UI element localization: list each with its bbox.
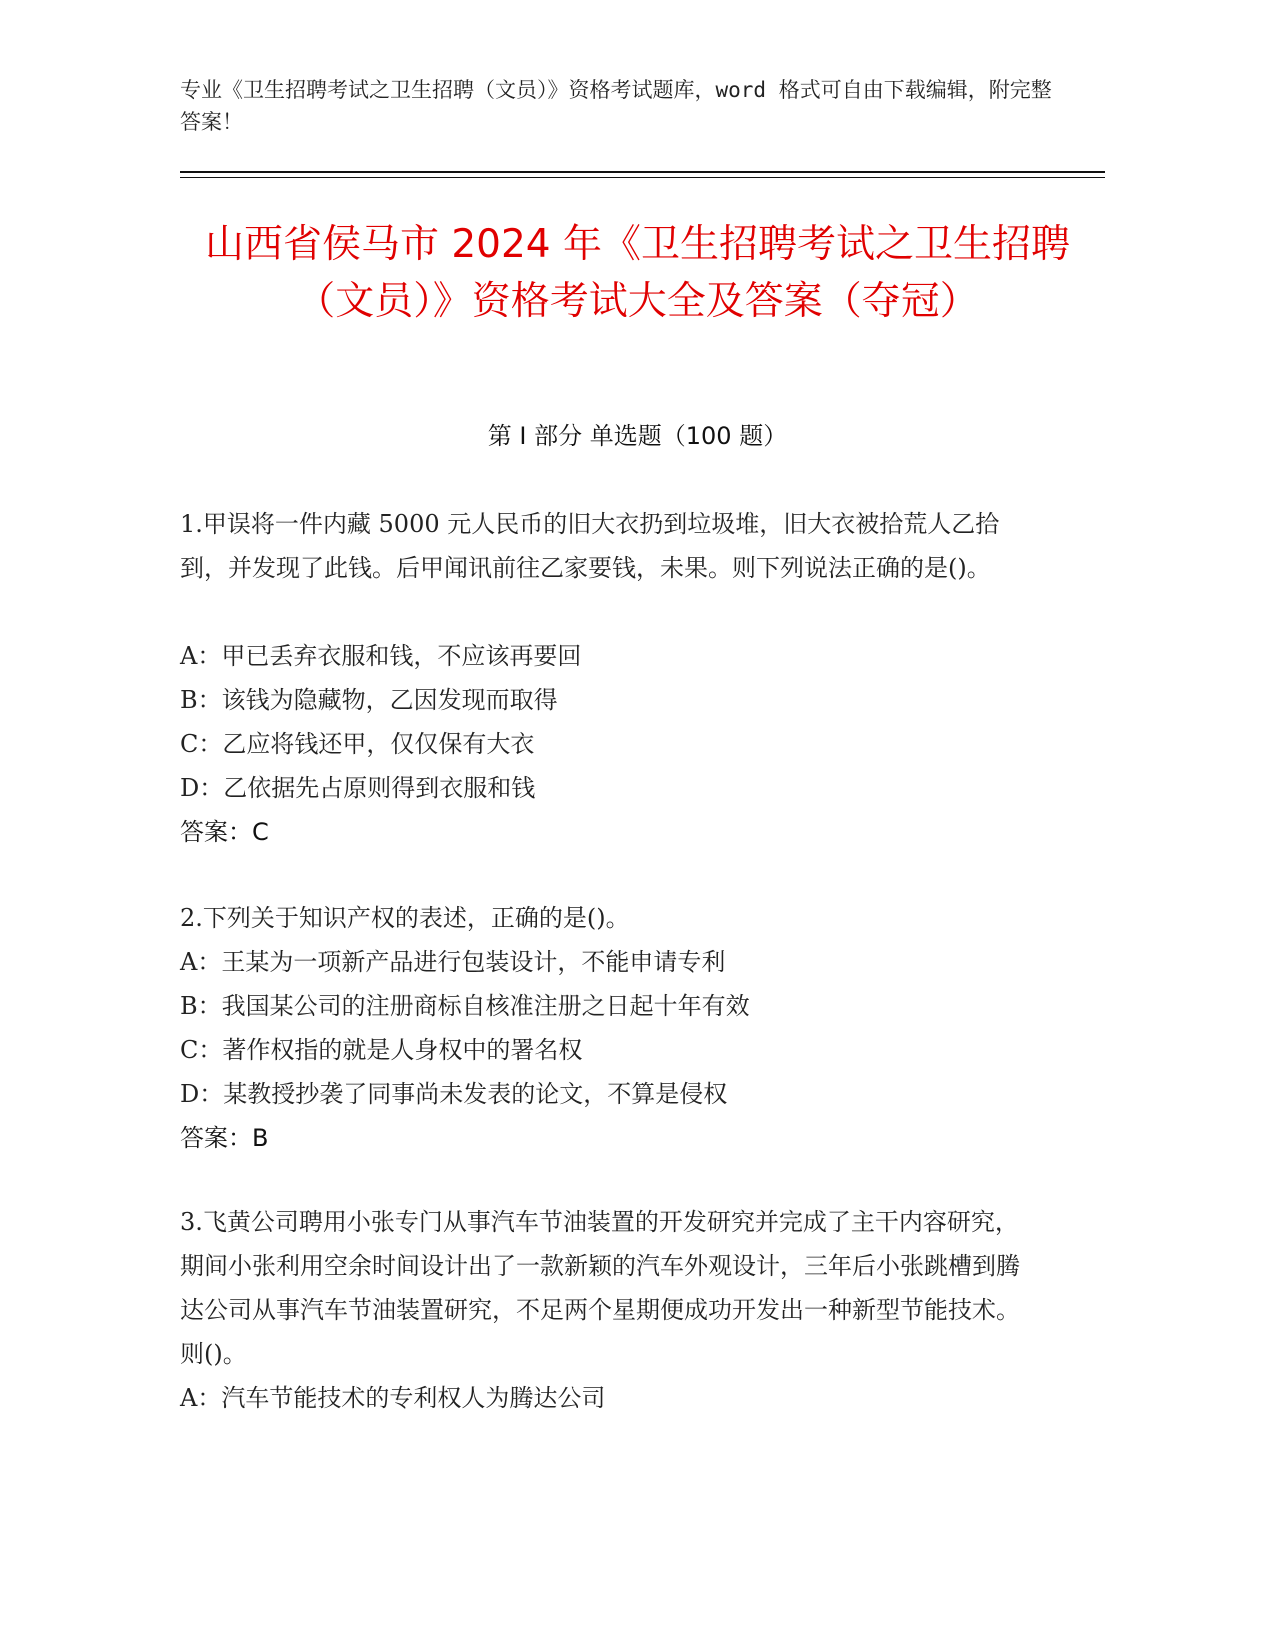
question-3-text: 3.飞黄公司聘用小张专门从事汽车节油装置的开发研究并完成了主干内容研究，期间小张利用空余时间设计出了一款新颖的汽车外观设计，三年后小张跳槽到腾达公司从事汽车节油装置研究，不足两个星期便成功开发出一种新型节能技术。则()。 xyxy=(180,1208,1020,1368)
question-2-option-b: B：我国某公司的注册商标自核准注册之日起十年有效 xyxy=(180,992,750,1020)
question-1-text: 1.甲误将一件内藏 5000 元人民币的旧大衣扔到垃圾堆，旧大衣被拾荒人乙拾到，并发现了此钱。后甲闻讯前往乙家要钱，未果。则下列说法正确的是()。 xyxy=(180,510,1000,582)
question-1-option-a: A：甲已丢弃衣服和钱，不应该再要回 xyxy=(180,642,582,670)
question-1-option-b: B：该钱为隐藏物，乙因发现而取得 xyxy=(180,686,558,714)
question-1-option-d: D：乙依据先占原则得到衣服和钱 xyxy=(180,774,536,802)
question-2-text: 2.下列关于知识产权的表述，正确的是()。 xyxy=(180,904,630,932)
section-title: 第 I 部分 单选题（100 题） xyxy=(487,422,788,450)
document-title: 山西省侯马市 2024 年《卫生招聘考试之卫生招聘（文员）》资格考试大全及答案（夺冠） xyxy=(204,222,1071,324)
header-rule-thick xyxy=(180,171,1105,173)
question-3-option-a: A：汽车节能技术的专利权人为腾达公司 xyxy=(180,1384,606,1412)
question-1-answer: 答案：C xyxy=(180,818,269,846)
question-2-option-d: D：某教授抄袭了同事尚未发表的论文，不算是侵权 xyxy=(180,1080,728,1108)
question-2-answer: 答案：B xyxy=(180,1124,269,1152)
question-2-option-a: A：王某为一项新产品进行包装设计，不能申请专利 xyxy=(180,948,726,976)
question-2-option-c: C：著作权指的就是人身权中的署名权 xyxy=(180,1036,583,1064)
header-note: 专业《卫生招聘考试之卫生招聘（文员）》资格考试题库，word 格式可自由下载编辑，附完整答案！ xyxy=(180,78,1052,134)
header-rule-thin xyxy=(180,177,1105,178)
question-1-option-c: C：乙应将钱还甲，仅仅保有大衣 xyxy=(180,730,535,758)
